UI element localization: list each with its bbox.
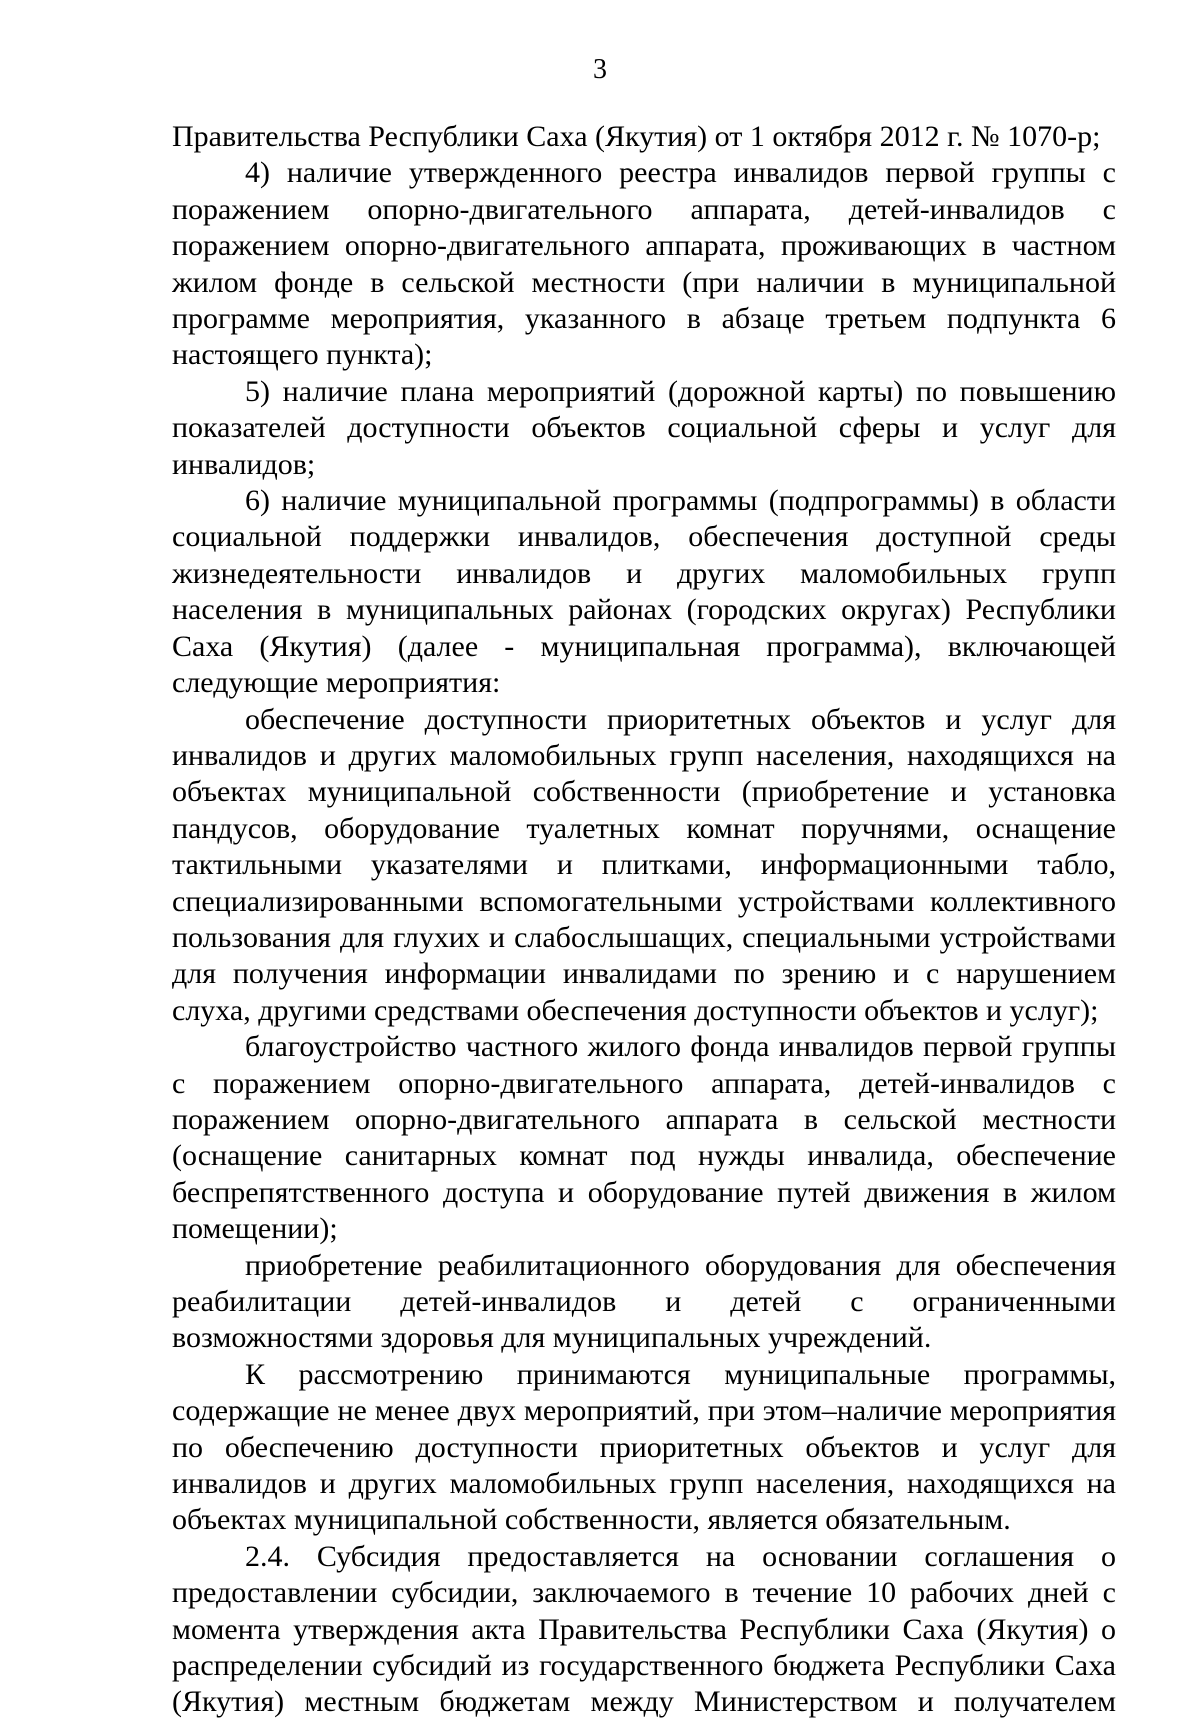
- paragraph-item-4: 4) наличие утвержденного реестра инвалидов первой группы с поражением опорно-двигательного аппарата, детей-инвалидов с поражением опорно-двигательного аппарата, проживающих в частном жилом фонде в сельской местности (при наличии в муниципальной программе мероприятия, указанного в абзаце третьем подпункта 6 настоящего пункта);: [172, 156, 1116, 372]
- paragraph-program-requirements: К рассмотрению принимаются муниципальные программы, содержащие не менее двух мероприятий, при этом–наличие мероприятия по обеспечению доступности приоритетных объектов и услуг для инвалидов и других маломобильных групп населения, находящихся на объектах муниципальной собственности, является обязательным.: [172, 1357, 1116, 1537]
- paragraph-continuation: Правительства Республики Саха (Якутия) от 1 октября 2012 г. № 1070-р;: [172, 120, 1101, 153]
- paragraph-item-5: 5) наличие плана мероприятий (дорожной карты) по повышению показателей доступности объектов социальной сферы и услуг для инвалидов;: [172, 374, 1116, 481]
- page-number: 3: [593, 54, 607, 85]
- paragraph-measure-housing: благоустройство частного жилого фонда инвалидов первой группы с поражением опорно-двигательного аппарата, детей-инвалидов с поражением опорно-двигательного аппарата в сельской местности (оснащение санитарных комнат под нужды инвалида, обеспечение беспрепятственного доступа и оборудование путей движения в жилом помещении);: [172, 1030, 1116, 1246]
- document-body: [172, 119, 1116, 1721]
- paragraph-measure-rehab-equipment: приобретение реабилитационного оборудования для обеспечения реабилитации детей-инвалидов и детей с ограниченными возможностями здоровья для муниципальных учреждений.: [172, 1248, 1116, 1355]
- paragraph-measure-accessibility: обеспечение доступности приоритетных объектов и услуг для инвалидов и других маломобильных групп населения, находящихся на объектах муниципальной собственности (приобретение и установка пандусов, оборудование туалетных комнат поручнями, оснащение тактильными указателями и плитками, информационными табло, специализированными вспомогательными устройствами коллективного пользования для глухих и слабослышащих, специальными устройствами для получения информации инвалидами по зрению и с нарушением слуха, другими средствами обеспечения доступности объектов и услуг);: [172, 702, 1116, 1027]
- paragraph-item-6: 6) наличие муниципальной программы (подпрограммы) в области социальной поддержки инвалидов, обеспечения доступной среды жизнедеятельности инвалидов и других маломобильных групп населения в муниципальных районах (городских округах) Республики Саха (Якутия) (далее - муниципальная программа), включающей следующие мероприятия:: [172, 484, 1116, 700]
- paragraph-section-2-4: 2.4. Субсидия предоставляется на основании соглашения о предоставлении субсидии, заключаемого в течение 10 рабочих дней с момента утверждения акта Правительства Республики Саха (Якутия) о распределении субсидий из государственного бюджета Республики Саха (Якутия) местным бюджетам между Министерством и получателем: [172, 1539, 1116, 1719]
